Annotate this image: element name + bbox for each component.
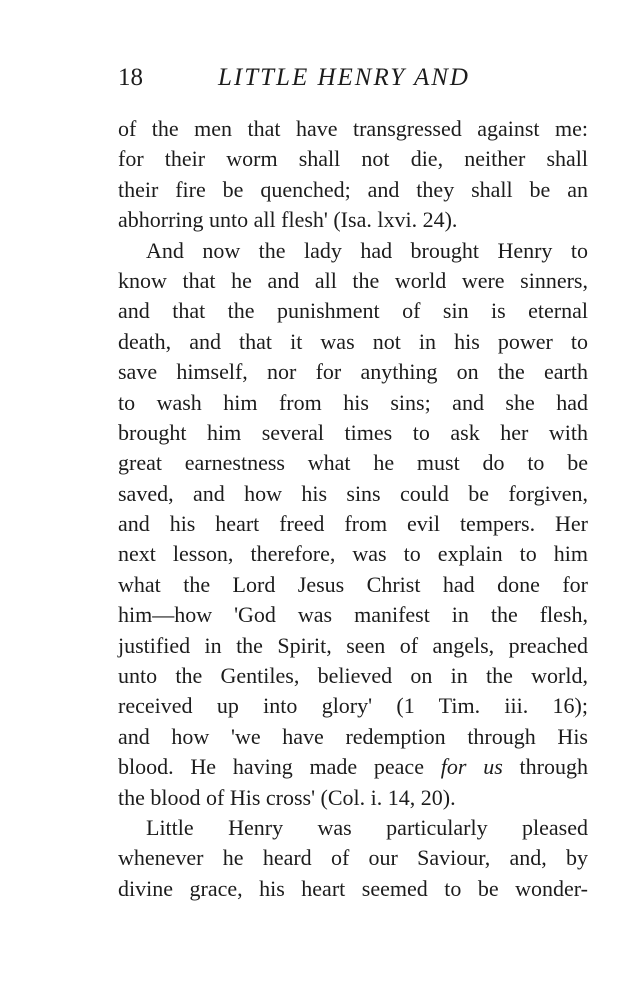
page-header [118, 64, 598, 100]
text-line: great earnestness what he must do to be [118, 450, 588, 476]
text-line: death, and that it was not in his power to [118, 328, 588, 354]
text-line: to wash him from his sins; and she had [118, 389, 588, 415]
text-line-mixed [118, 752, 588, 782]
text-line: And now the lady had brought Henry to [146, 237, 588, 263]
text-segment: blood. He having made peace [118, 754, 424, 780]
text-segment: through [519, 754, 588, 780]
text-line: what the Lord Jesus Christ had done for [118, 571, 588, 597]
text-line: and his heart freed from evil tempers. Her [118, 511, 588, 537]
page-number: 18 [118, 64, 143, 91]
text-line: abhorring unto all flesh' (Isa. lxvi. 24). [118, 207, 458, 233]
italic-emphasis: for us [440, 754, 503, 780]
text-line: and how 'we have redemption through His [118, 723, 588, 749]
text-line: and that the punishment of sin is eternal [118, 298, 588, 324]
text-line: the blood of His cross' (Col. i. 14, 20). [118, 784, 456, 810]
text-line: unto the Gentiles, believed on in the world, [118, 663, 588, 689]
text-line: know that he and all the world were sinners, [118, 267, 588, 293]
text-line: Little Henry was particularly pleased [146, 814, 588, 840]
text-line: their fire be quenched; and they shall be an [118, 176, 588, 202]
text-line: divine grace, his heart seemed to be wonder- [118, 875, 588, 901]
text-line: received up into glory' (1 Tim. iii. 16); [118, 693, 588, 719]
text-line: next lesson, therefore, was to explain to him [118, 541, 588, 567]
text-line: save himself, nor for anything on the earth [118, 359, 588, 385]
text-line: justified in the Spirit, seen of angels, preached [118, 632, 588, 658]
text-line: whenever he heard of our Saviour, and, by [118, 845, 588, 871]
running-head: LITTLE HENRY AND [218, 64, 470, 91]
body-text [118, 114, 588, 904]
text-line: brought him several times to ask her with [118, 419, 588, 445]
text-line: him—how 'God was manifest in the flesh, [118, 602, 588, 628]
text-line: saved, and how his sins could be forgiven, [118, 480, 588, 506]
text-line: of the men that have transgressed against me: [118, 116, 588, 141]
text-line: for their worm shall not die, neither shall [118, 146, 588, 172]
